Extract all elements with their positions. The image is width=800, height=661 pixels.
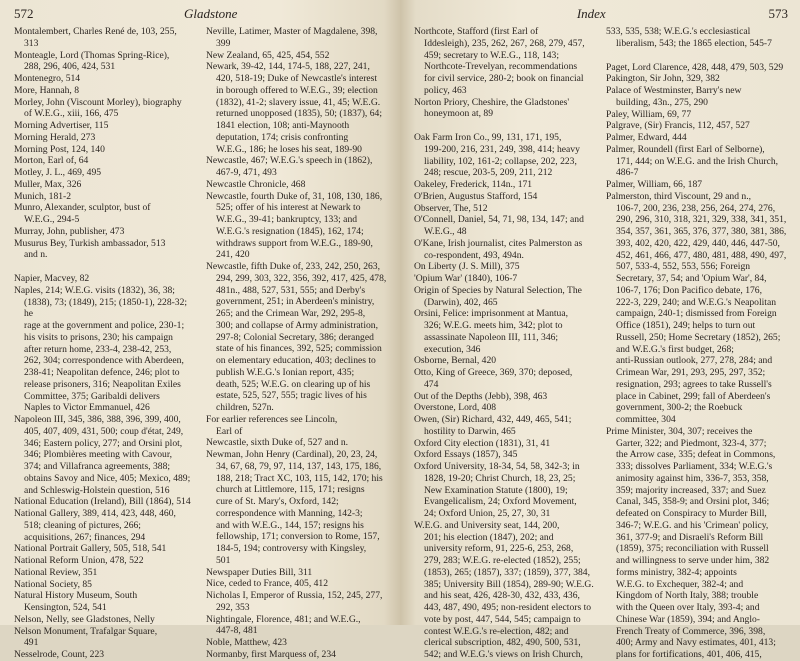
- index-entry: Palgrave, (Sir) Francis, 112, 457, 527: [606, 120, 750, 132]
- index-entry: Nightingale, Florence, 481; and W.E.G., 447-8, 481: [206, 613, 361, 637]
- index-entry: Out of the Depths (Jebb), 398, 463: [414, 390, 548, 402]
- index-entry: O'Brien, Augustus Stafford, 154: [414, 190, 538, 202]
- index-entry: Morton, Earl of, 64: [14, 155, 89, 167]
- index-entry: Paget, Lord Clarence, 428, 448, 479, 503, 529: [606, 61, 784, 73]
- index-entry: Nice, ceded to France, 405, 412: [206, 578, 329, 590]
- index-entry: National Education (Ireland), Bill (1864), 514: [14, 496, 191, 508]
- index-entry: National Gallery, 389, 414, 423, 448, 460, 518; cleaning of pictures, 266; acquisitions, 267; finances, 294: [14, 508, 176, 543]
- index-entry: Paley, William, 69, 77: [606, 108, 692, 120]
- letter-gap: [14, 261, 196, 273]
- index-entry: Nelson Monument, Trafalgar Square, 491: [14, 625, 158, 649]
- index-entry: Newspaper Duties Bill, 311: [206, 566, 313, 578]
- index-entry: Napoleon III, 345, 386, 388, 396, 399, 400, 405, 407, 409, 431, 500; coup d'état, 249, 346; Eastern policy, 277; and Orsini plot, 346; Plombières meeting with Cavour, 374; and Villafranca agreements, 388; obtains Savoy and Nice, 405; Mexico, 489; and Schleswig-Holstein question, 516: [14, 414, 191, 496]
- index-entry: Origin of Species by Natural Selection, The (Darwin), 402, 465: [414, 284, 582, 308]
- index-entry: Oak Farm Iron Co., 99, 131, 171, 195, 199-200, 216, 231, 249, 398, 414; heavy liability, 102, 161-2; collapse, 202, 223, 248; rescue, 203-5, 209, 211, 212: [414, 132, 580, 179]
- index-entry: Montalembert, Charles René de, 103, 255, 313: [14, 26, 177, 49]
- index-entry: Observer, The, 512: [414, 202, 488, 214]
- index-entry: Newcastle, fifth Duke of, 233, 242, 250, 263, 294, 299, 303, 322, 356, 392, 417, 425, 478, 481n., 488, 527, 531, 555; and Derby's government, 251; in Aberdeen's ministry, 265; and the Crimean War, 292, 295-8, 300; and collapse of Army administration, 297-8; Colonial Secretary, 386; deranged state of his finances, 392, 525; commission on elementary education, 403; declines to publish W.E.G.'s Ionian report, 435; death, 525; W.E.G. on clearing up of his estate, 525, 527, 555; tragic lives of his children, 527n.: [206, 261, 387, 413]
- letter-gap: [606, 50, 788, 62]
- page-number: 572: [14, 6, 34, 21]
- index-entry: Noble, Matthew, 423: [206, 637, 287, 648]
- index-entry: 533, 535, 538; W.E.G.'s ecclesiastical liberalism, 543; the 1865 election, 545-7: [606, 26, 772, 49]
- index-entry: W.E.G. and University seat, 144, 200, 201; his election (1847), 202; and university reform, 91, 225-6, 253, 268, 279, 283; W.E.G. re-elected (1852), 255; (1853), 265; (1857), 337; (1859), 377, 384, 385; University Bill (1854), 289-90; W.E.G. and his seat, 426, 428-30, 432, 433, 436, 443, 487, 490, 495; non-resident electors to vote by post, 447, 544, 545; campaign to contest W.E.G.'s re-election, 482; and clerical subscription, 482, 490, 500, 531, 542; and W.E.G.'s views on Irish Church,: [414, 519, 594, 660]
- index-entry: More, Hannah, 8: [14, 84, 80, 96]
- index-entry: Monteagle, Lord (Thomas Spring-Rice), 288, 296, 406, 424, 531: [14, 49, 170, 73]
- index-entry: Osborne, Bernal, 420: [414, 355, 497, 367]
- index-entry: Overstone, Lord, 408: [414, 402, 497, 414]
- index-entry: Morning Advertiser, 115: [14, 120, 109, 131]
- index-entry: Neville, Latimer, Master of Magdalene, 398, 399: [206, 26, 378, 49]
- index-entry: Owen, (Sir) Richard, 432, 449, 465, 541; hostility to Darwin, 465: [414, 414, 572, 437]
- index-entry: Oxford University, 18-34, 54, 58, 342-3; in 1828, 19-20; Christ Church, 18, 23, 25; New Examination Statute (1800), 19; Evangelicalism, 24; Oxford Movement, 24; Oxford Union, 25, 27, 30, 31: [414, 461, 580, 519]
- index-entry: Natural History Museum, South Kensington, 524, 541: [14, 590, 138, 613]
- index-entry: Newcastle Chronicle, 468: [206, 178, 306, 190]
- index-entry: National Portrait Gallery, 505, 518, 541: [14, 543, 167, 555]
- index-entry: Northcote, Stafford (first Earl of Iddesleigh), 235, 262, 267, 268, 279, 457, 459; secretary to W.E.G., 118, 143; Northcote-Trevelyan, recommendations for civil service, 280-2; book on financial policy, 463: [414, 26, 585, 96]
- index-entry: Oxford City election (1831), 31, 41: [414, 437, 551, 449]
- index-entry: Naples, 214; W.E.G. visits (1832), 36, 38; (1838), 73; (1849), 215; (1850-1), 228-32; he rage at the government and police, 230-1; his visits to prisons, 230; his campaign after return home, 233-4, 238-42, 253, 262, 304; correspondence with Aberdeen, 238-41; Neapolitan defence, 246; plot to release prisoners, 316; Neapolitan Exiles Committee, 375; Garibaldi delivers Naples to Victor Emmanuel, 426: [14, 284, 188, 414]
- index-column: [14, 26, 196, 661]
- index-entry: Otto, King of Greece, 369, 370; deposed, 474: [414, 367, 573, 390]
- index-column: [606, 26, 788, 661]
- index-entry: National Society, 85: [14, 578, 92, 590]
- index-entry: Newcastle, sixth Duke of, 527 and n.: [206, 437, 349, 449]
- index-entry: New Zealand, 65, 425, 454, 552: [206, 49, 330, 61]
- index-entry: Newcastle, 467; W.E.G.'s speech in (1862), 467-9, 471, 493: [206, 155, 373, 178]
- letter-gap: [414, 120, 596, 132]
- index-entry: On Liberty (J. S. Mill), 375: [414, 261, 520, 273]
- index-entry: Montenegro, 514: [14, 73, 81, 84]
- index-entry: Nicholas I, Emperor of Russia, 152, 245, 277, 292, 353: [206, 590, 383, 613]
- right-page-header: [414, 6, 788, 24]
- index-entry: Muller, Max, 326: [14, 178, 82, 190]
- index-entry: Morning Herald, 273: [14, 131, 96, 143]
- index-entry: Palmerston, third Viscount, 29 and n., 106-7, 200, 236, 238, 256, 264, 274, 276, 290, 296, 310, 318, 321, 329, 338, 341, 351, 354, 357, 361, 365, 376, 377, 380, 381, 386, 393, 402, 420, 422, 429, 440, 446, 447-50, 452, 461, 466, 477, 480, 481, 488, 490, 497, 507, 533-4, 552, 553, 556; Foreign Secretary, 37, 54; and 'Opium War', 84, 106-7, 176; Don Pacifico debate, 176, 222-3, 229, 240; and W.E.G.'s Neapolitan campaign, 240-1; dismissed from Foreign Office (1851), 249; helps to turn out Russell, 250; Home Secretary (1852), 265; and W.E.G.'s first budget, 268; anti-Russian outlook, 277, 278, 284; and Crimean War, 291, 293, 295, 297, 352; resignation, 293; agrees to take Russell's place in Cabinet, 299; fall of Aberdeen's government, 300-2; the Roebuck committee, 304: [606, 190, 787, 425]
- index-entry: National Reform Union, 478, 522: [14, 555, 144, 566]
- index-entry: Oxford Essays (1857), 345: [414, 449, 518, 461]
- index-column: [206, 26, 388, 661]
- index-entry: Newcastle, fourth Duke of, 31, 108, 130, 186, 525; offer of his interest at Newark to W.E.G., 39-41; bankruptcy, 133; and W.E.G.'s resignation (1845), 162, 174; withdraws support from W.E.G., 189-90, 241, 420: [206, 190, 383, 261]
- index-entry: Pakington, Sir John, 329, 382: [606, 73, 720, 85]
- index-entry: Murray, John, publisher, 473: [14, 225, 125, 237]
- page-number: 573: [768, 6, 788, 21]
- index-entry: Orsini, Felice: imprisonment at Mantua, 326; W.E.G. meets him, 342; plot to assassinate Napoleon III, 111, 346; execution, 346: [414, 308, 569, 355]
- right-page: [400, 0, 800, 660]
- left-page-header: [14, 6, 388, 24]
- index-column: [414, 26, 596, 661]
- index-entry: Munich, 181-2: [14, 190, 72, 202]
- index-entry: Palmer, Edward, 444: [606, 132, 687, 143]
- index-entry: Munro, Alexander, sculptor, bust of W.E.G., 294-5: [14, 202, 151, 225]
- index-entry: Palace of Westminster, Barry's new building, 43n., 275, 290: [606, 85, 742, 108]
- index-entry: Oakeley, Frederick, 114n., 171: [414, 179, 533, 190]
- index-entry: Nelson, Nelly, see Gladstones, Nelly: [14, 613, 155, 625]
- index-entry: Morley, John (Viscount Morley), biography of W.E.G., xiii, 166, 475: [14, 96, 182, 120]
- index-entry: Napier, Macvey, 82: [14, 273, 90, 284]
- index-entry: Norton Priory, Cheshire, the Gladstones' honeymoon at, 89: [414, 96, 570, 120]
- index-entry: Palmer, William, 66, 187: [606, 179, 703, 190]
- index-entry: For earlier references see Lincoln, Earl of: [206, 413, 338, 437]
- index-entry: Palmer, Roundell (first Earl of Selborne), 171, 444; on W.E.G. and the Irish Church, 486-7: [606, 143, 779, 179]
- index-entry: 'Opium War' (1840), 106-7: [414, 273, 518, 284]
- index-entry: Newark, 39-42, 144, 174-5, 188, 227, 241, 420, 518-19; Duke of Newcastle's interest in borough offered to W.E.G., 39; election (1832), 41-2; slavery issue, 41, 45; W.E.G. returned unopposed (1835), 50; (1837), 64; 1841 election, 108; anti-Maynooth deputation, 174; crisis confronting W.E.G., 186; he loses his seat, 189-90: [206, 61, 382, 155]
- index-entry: National Review, 351: [14, 566, 98, 578]
- running-head: Index: [576, 6, 606, 21]
- index-entry: O'Connell, Daniel, 54, 71, 98, 134, 147; and W.E.G., 48: [414, 214, 584, 237]
- index-entry: Newman, John Henry (Cardinal), 20, 23, 24, 34, 67, 68, 79, 97, 114, 137, 143, 175, 186, 188, 218; Tract XC, 103, 115, 142, 170; his church at Littlemore, 115, 171; resigns cure of St. Mary's, Oxford, 142; correspondence with Manning, 142-3; and with W.E.G., 144, 157; resigns his fellowship, 171; conversion to Rome, 157, 184-5, 194; controversy with Kingsley, 501: [206, 449, 383, 566]
- index-entry: Normanby, first Marquess of, 234: [206, 648, 336, 660]
- index-entry: Nesselrode, Count, 223: [14, 649, 105, 660]
- index-entry: O'Kane, Irish journalist, cites Palmerston as co-respondent, 493, 494n.: [414, 237, 583, 261]
- running-head: Gladstone: [184, 6, 238, 21]
- index-entry: Prime Minister, 304, 307; receives the Garter, 322; and Piedmont, 323-4, 377; the Arrow case, 335; defeat in Commons, 333; dissolves Parliament, 334; W.E.G.'s animosity against him, 336-7, 353, 358, 359; majority increased, 337; and Suez Canal, 345, 358-9; and Orsini plot, 346; defeated on Conspiracy to Murder Bill, 346-7; W.E.G. and his 'Crimean' policy, 361, 377-9; and Disraeli's Reform Bill (1859), 375; reconciliation with Russell and willingness to serve under him, 382 forms ministry, 382-4; appoints W.E.G. to Exchequer, 382-4; and Kingdom of North Italy, 388; trouble with the Queen over Italy, 393-4; and Chinese War (1859), 394; and Anglo- French Treaty of Commerce, 396, 398, 400; Army and Navy estimates, 401, 413; plans for fortifications, 401, 406, 415,: [606, 425, 776, 660]
- left-page: [0, 0, 400, 660]
- index-entry: Musurus Bey, Turkish ambassador, 513 and n.: [14, 237, 166, 261]
- index-entry: Morning Post, 124, 140: [14, 143, 105, 155]
- index-entry: Motley, J. L., 469, 495: [14, 167, 102, 178]
